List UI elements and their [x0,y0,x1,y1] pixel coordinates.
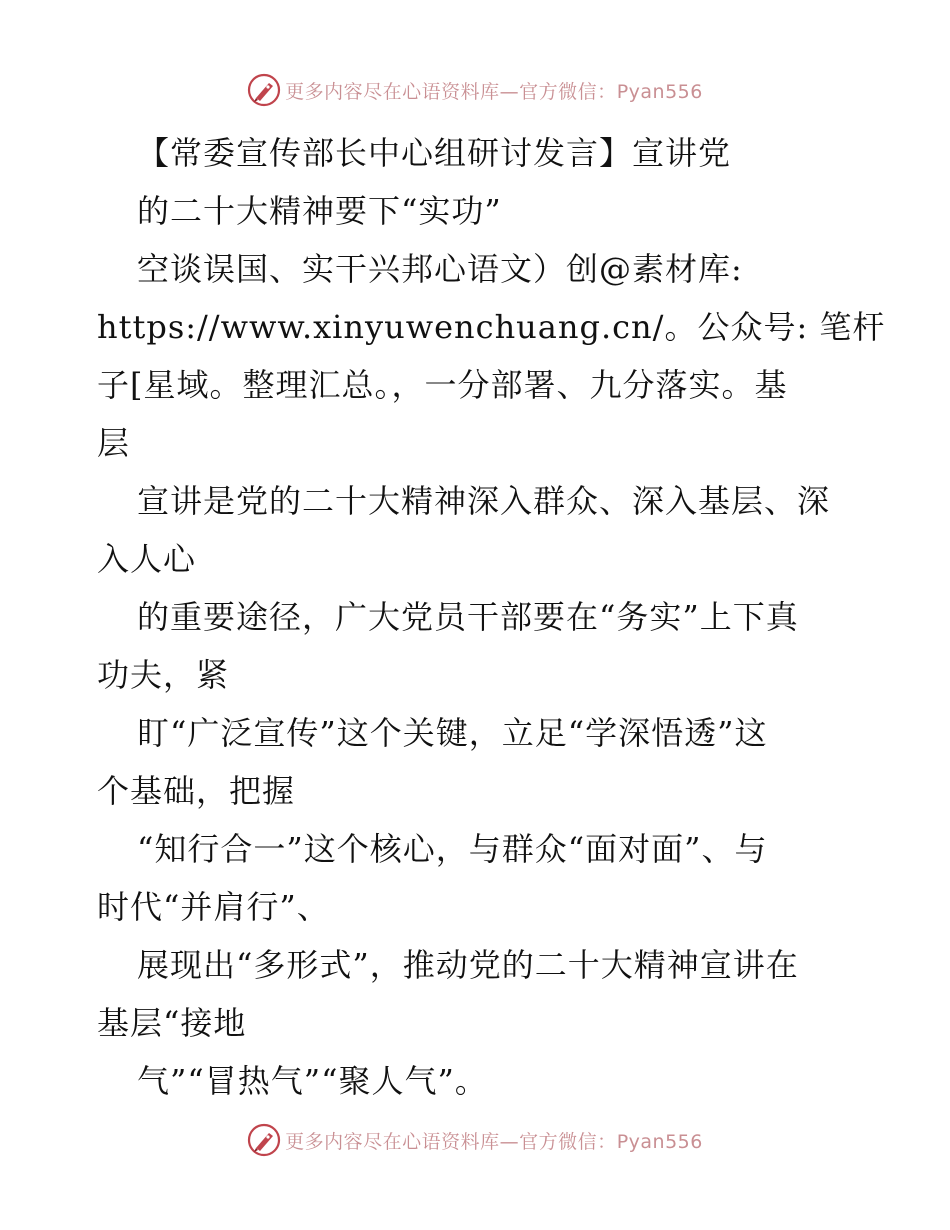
text-line: 盯“广泛宣传”这个关键，立足“学深悟透”这 [137,714,768,752]
text-line: 展现出“多形式”，推动党的二十大精神宣讲在 [137,946,799,984]
text-line: 入人心 [97,540,197,578]
watermark-text: 更多内容尽在心语资料库—官方微信：Pyan556 [285,1130,703,1153]
title-line-1: 【常委宣传部长中心组研讨发言】宣讲党 [137,134,732,172]
watermark-footer [0,1120,950,1160]
text-line: 时代“并肩行”、 [97,888,330,926]
title-line-2: 的二十大精神要下“实功” [137,192,502,230]
document-body [97,124,886,1110]
text-line: 气”“冒热气”“聚人气”。 [137,1062,488,1100]
watermark-text: 更多内容尽在心语资料库—官方微信：Pyan556 [285,80,703,103]
text-line: 宣讲是党的二十大精神深入群众、深入基层、深 [137,482,831,520]
pen-nib-logo-icon [247,1123,281,1157]
watermark-header [0,70,950,110]
text-line: “知行合一”这个核心，与群众“面对面”、与 [137,830,768,868]
text-line: 子[星域。整理汇总。，一分部署、九分落实。基 [97,366,788,404]
text-line: 的重要途径，广大党员干部要在“务实”上下真 [137,598,799,636]
text-line: 空谈误国、实干兴邦心语文）创@素材库: [137,250,743,288]
text-line: 功夫，紧 [97,656,230,694]
text-line: 基层“接地 [97,1004,247,1042]
pen-nib-logo-icon [247,73,281,107]
text-line: https://www.xinyuwenchuang.cn/。公众号: 笔杆 [97,308,886,346]
text-line: 个基础，把握 [97,772,296,810]
text-line: 层 [97,424,131,462]
